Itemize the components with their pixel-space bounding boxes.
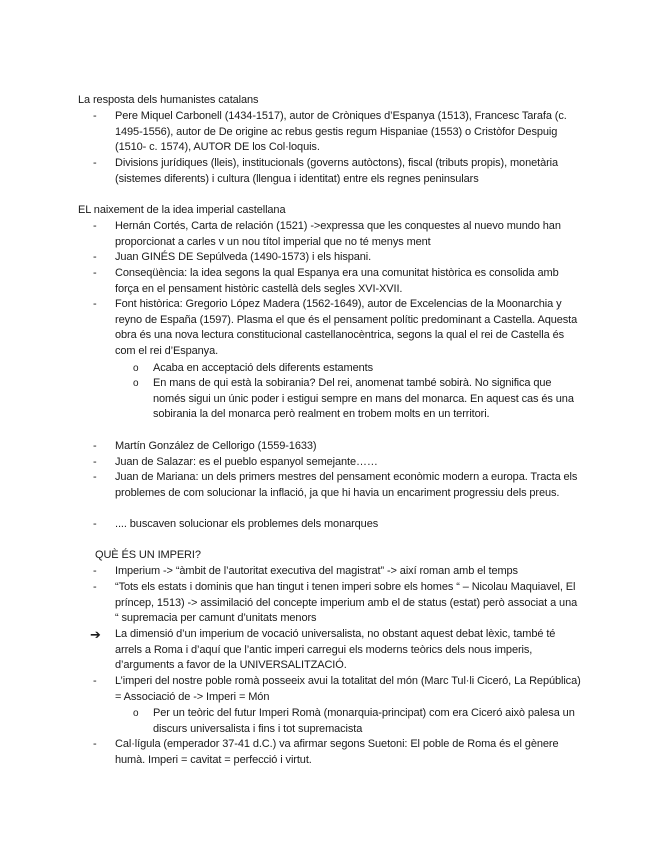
circle-bullet: o — [133, 363, 139, 374]
section-heading: La resposta dels humanistes catalans — [78, 94, 259, 106]
dash-bullet: - — [93, 251, 97, 263]
dash-bullet: - — [93, 471, 97, 483]
sub-list-item-text: Per un teòric del futur Imperi Romà (monarquia-principat) com era Ciceró això palesa un discurs universalista i fins i tot supremacista — [153, 707, 575, 735]
dash-bullet: - — [93, 581, 97, 593]
dash-bullet: - — [93, 675, 97, 687]
list-item-text: Divisions jurídiques (lleis), institucionals (governs autòctons), fiscal (tributs propis), monetària (sistemes diferents) i cultura (llengua i identitat) entre els regnes peninsulars — [115, 157, 559, 185]
arrow-bullet-icon: ➔ — [90, 627, 101, 642]
dash-bullet: - — [93, 157, 97, 169]
dash-bullet: - — [93, 565, 97, 577]
list-item — [93, 674, 583, 705]
list-item-text: “Tots els estats i dominis que han tingut i tenen imperi sobre els homes “ – Nicolau Maquiavel, El príncep, 1513) -> assimilació del concepte imperium amb el de status (estat) però associat a una “ supremacia per camunt d’unitats menors — [115, 581, 578, 625]
list-item-text: Juan de Mariana: un dels primers mestres del pensament econòmic modern a europa. Tracta els problemes de com solucionar la inflació, ja que hi havia un encariment progressiu dels preus. — [115, 471, 578, 499]
circle-bullet: o — [133, 378, 139, 389]
list-item-text: Juan de Salazar: es el pueblo espanyol semejante…… — [115, 456, 378, 468]
section-heading: QUÈ ÉS UN IMPERI? — [95, 549, 201, 561]
list-item-text: Juan GINÉS DE Sepúlveda (1490-1573) i els hispani. — [115, 251, 372, 263]
list-item-text: Font històrica: Gregorio López Madera (1562-1649), autor de Excelencias de la Moonarchia y reyno de España (1597). Plasma el que és el pensament polític predominant a Castella. Aquesta obra és una nova lectura constitucional castellanocèntrica, segons la qual el rei de Castella és com el rei d’Espanya. — [115, 298, 578, 357]
dash-bullet: - — [93, 267, 97, 279]
list-item — [93, 439, 583, 455]
section-heading: EL naixement de la idea imperial castellana — [78, 204, 286, 216]
dash-bullet: - — [93, 738, 97, 750]
list-item-text: Hernán Cortés, Carta de relación (1521) ->expressa que les conquestes al nuevo mundo han proporcionat a carles v un nou títol imperial que no té menys ment — [115, 220, 561, 248]
dash-bullet: - — [93, 298, 97, 310]
list-item — [93, 109, 583, 156]
dash-bullet: - — [93, 220, 97, 232]
list-item — [93, 580, 583, 627]
list-item — [90, 627, 583, 674]
list-item — [93, 737, 583, 768]
sub-list-item — [133, 376, 583, 423]
dash-bullet: - — [93, 456, 97, 468]
sub-list-item-text: Acaba en acceptació dels diferents estaments — [153, 362, 374, 374]
list-item — [93, 297, 583, 359]
circle-bullet: o — [133, 708, 139, 719]
list-item — [93, 517, 583, 533]
sub-list-item — [133, 706, 583, 737]
list-item — [93, 564, 583, 580]
sub-list-item — [133, 361, 583, 377]
list-item-text: Cal·lígula (emperador 37-41 d.C.) va afirmar segons Suetoni: El poble de Roma és el gènere humà. Imperi = cavitat = perfecció i virtut. — [115, 738, 559, 766]
dash-bullet: - — [93, 110, 97, 122]
list-item — [93, 455, 583, 471]
list-item-text: Pere Miquel Carbonell (1434-1517), autor de Cròniques d’Espanya (1513), Francesc Tarafa (c. 1495-1556), autor de De origine ac rebus gestis regum Hispaniae (1553) o Cristòfor Despuig (1510- c. 1574), AUTOR DE los Col·loquis. — [115, 110, 567, 154]
dash-bullet: - — [93, 518, 97, 530]
list-item — [93, 156, 583, 187]
list-item-text: .... buscaven solucionar els problemes dels monarques — [115, 518, 379, 530]
list-item-text: Imperium -> “àmbit de l’autoritat executiva del magistrat” -> així roman amb el temps — [115, 565, 518, 577]
list-item — [93, 470, 583, 501]
list-item — [93, 266, 583, 297]
list-item-text: Conseqüència: la idea segons la qual Espanya era una comunitat històrica es consolida amb força en el pensament històric castellà dels segles XVI-XVII. — [115, 267, 559, 295]
list-item-text: L’imperi del nostre poble romà posseeix avui la totalitat del món (Marc Tul·li Ciceró, La República) = Associació de -> Imperi = Món — [115, 675, 581, 703]
list-item — [93, 250, 583, 266]
sub-list-item-text: En mans de qui està la sobirania? Del rei, anomenat també sobirà. No significa que només sigui un únic poder i estigui sempre en mans del monarca. En aquest cas és una sobirania la del monarca però realment en trobem molts en un territori. — [153, 377, 574, 421]
list-item-text: Martín González de Cellorigo (1559-1633) — [115, 440, 317, 452]
list-item-text: La dimensió d’un imperium de vocació universalista, no obstant aquest debat lèxic, també té arrels a Roma i d’aquí que l’antic imperi carregui els moderns teòrics dels nous imperis, d’arguments a favor de la UNIVERSALITZACIÓ. — [115, 628, 556, 672]
list-item — [93, 219, 583, 250]
dash-bullet: - — [93, 440, 97, 452]
